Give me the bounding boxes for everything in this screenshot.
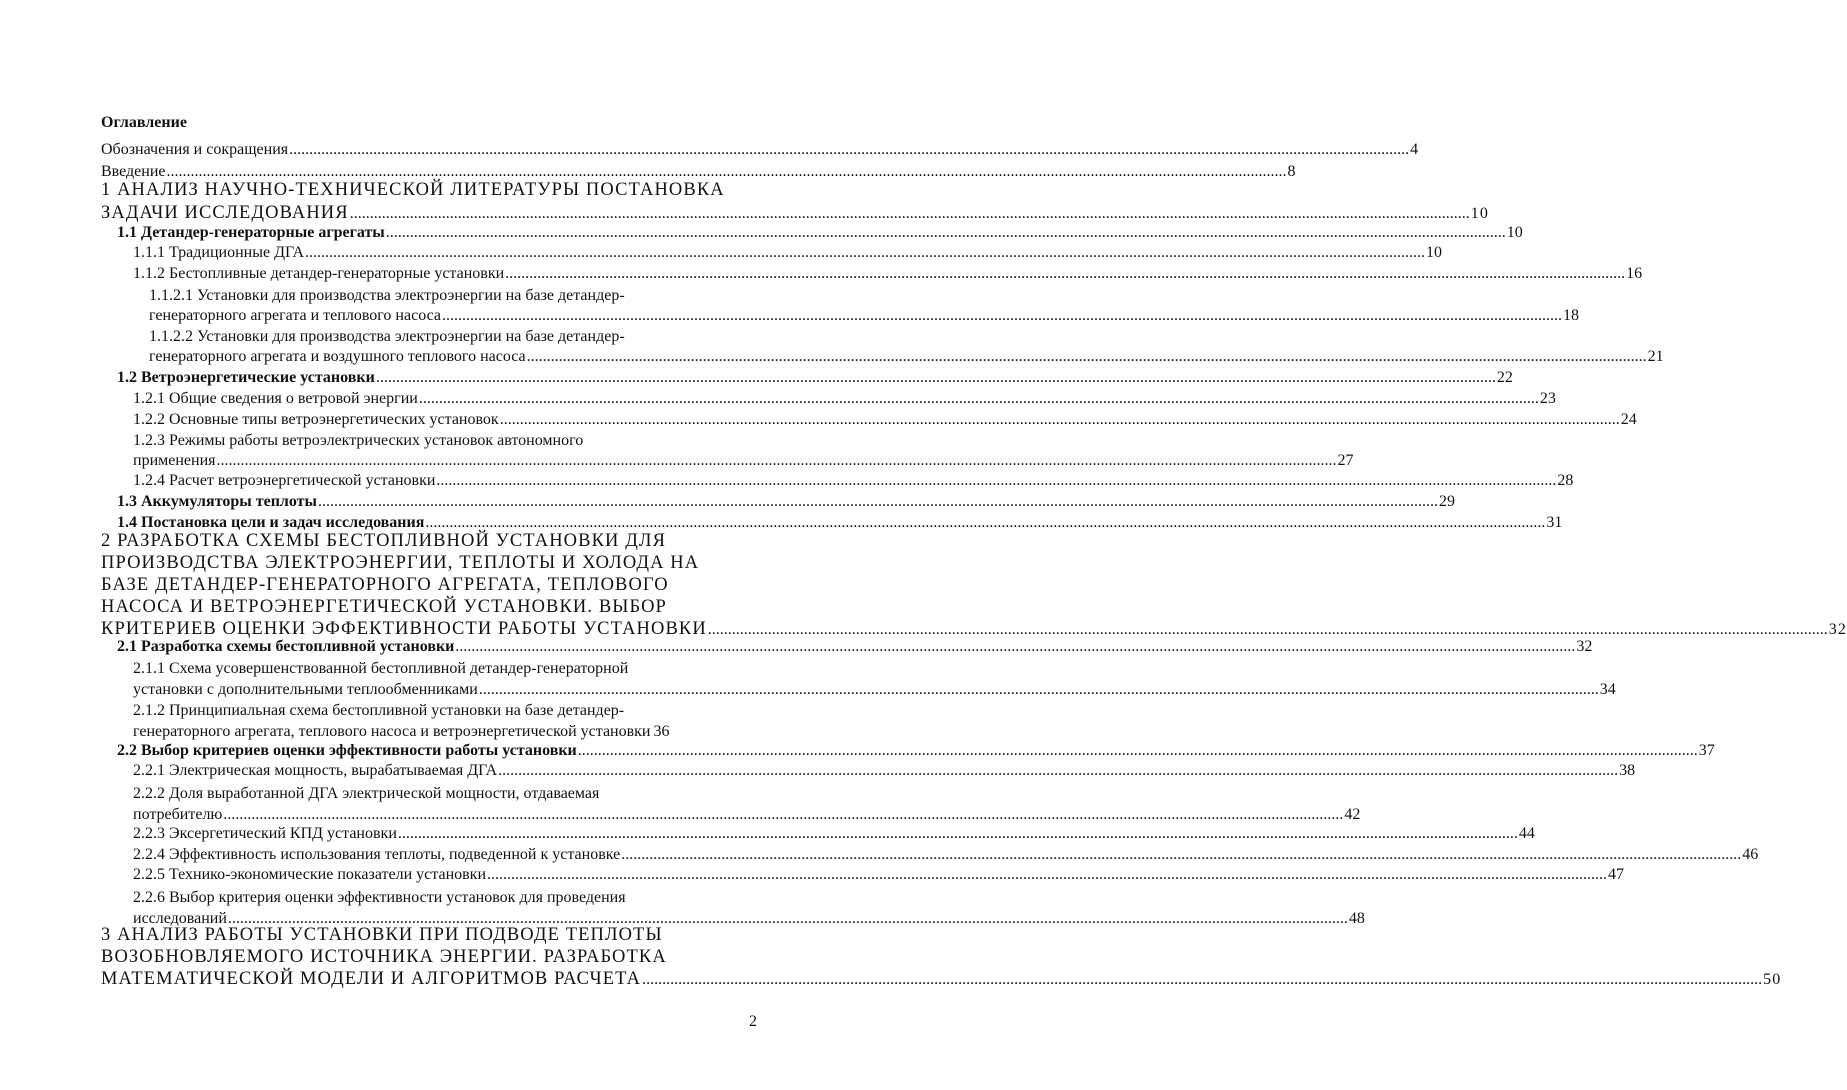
toc-chapter[interactable]: 3 АНАЛИЗ РАБОТЫ УСТАНОВКИ ПРИ ПОДВОДЕ ТЕПЛОТЫ ВОЗОБНОВЛЯЕМОГО ИСТОЧНИКА ЭНЕРГИИ. РАЗРАБОТКА МАТЕМАТИЧЕСКОЙ МОДЕЛИ И АЛГОРИТМОВ РАСЧЕТА ..... 50	[101, 924, 764, 991]
toc-subsection[interactable]: 2.2.5 Технико-экономические показатели установки ..... 47	[133, 866, 764, 884]
toc-subsection[interactable]: 1.2.4 Расчет ветроэнергетической установки ..... 28	[133, 472, 764, 490]
toc-subsubsection[interactable]: 1.1.2.1 Установки для производства электроэнергии на базе детандер- генераторного агрегата и теплового насоса ..... 18	[149, 286, 764, 326]
toc-entry[interactable]: Обозначения и сокращения ..... 4	[101, 141, 764, 159]
toc-chapter[interactable]: 2 РАЗРАБОТКА СХЕМЫ БЕСТОПЛИВНОЙ УСТАНОВКИ ДЛЯ ПРОИЗВОДСТВА ЭЛЕКТРОЭНЕРГИИ, ТЕПЛОТЫ И ХОЛОДА НА БАЗЕ ДЕТАНДЕР-ГЕНЕРАТОРНОГО АГРЕГАТА, ТЕПЛОВОГО НАСОСА И ВЕТРОЭНЕРГЕТИЧЕСКОЙ УСТАНОВКИ. ВЫБОР КРИТЕРИЕВ ОЦЕНКИ ЭФФЕКТИВНОСТИ РАБОТЫ УСТАНОВКИ ..... 32	[101, 530, 764, 641]
toc-subsection[interactable]: 2.2.3 Эксергетический КПД установки ..... 44	[133, 825, 764, 843]
toc-subsubsection[interactable]: 1.1.2.2 Установки для производства электроэнергии на базе детандер- генераторного агрегата и воздушного теплового насоса ..... 21	[149, 327, 764, 367]
toc-subsection[interactable]: 1.1.2 Бестопливные детандер-генераторные установки ..... 16	[133, 265, 764, 283]
toc-section[interactable]: 2.2 Выбор критериев оценки эффективности работы установки ..... 37	[117, 742, 764, 760]
toc-subsection[interactable]: 2.2.6 Выбор критерия оценки эффективности установок для проведения исследований ..... 48	[133, 887, 764, 929]
toc-subsection[interactable]: 2.2.4 Эффективность использования теплоты, подведенной к установке ..... 46	[133, 846, 764, 864]
toc-subsection[interactable]: 2.1.1 Схема усовершенствованной бестопливной детандер-генераторной установки с дополнительными теплообменниками ..... 34	[133, 658, 764, 700]
toc-subsection[interactable]: 1.2.2 Основные типы ветроэнергетических установок ..... 24	[133, 411, 764, 429]
toc-subsection[interactable]: 1.2.1 Общие сведения о ветровой энергии ..... 23	[133, 390, 764, 408]
toc-subsection[interactable]: 2.2.2 Доля выработанной ДГА электрической мощности, отдаваемая потребителю ..... 42	[133, 783, 764, 825]
toc-section[interactable]: 1.3 Аккумуляторы теплоты ..... 29	[117, 493, 764, 511]
toc-subsection[interactable]: 2.2.1 Электрическая мощность, вырабатываемая ДГА ..... 38	[133, 762, 764, 780]
toc-section[interactable]: 1.1 Детандер-генераторные агрегаты ..... 10	[117, 224, 764, 242]
toc-subsection[interactable]: 2.1.2 Принципиальная схема бестопливной установки на базе детандер- генераторного агрегата, теплового насоса и ветроэнергетической установки 36	[133, 702, 670, 740]
toc-chapter[interactable]: 1 АНАЛИЗ НАУЧНО-ТЕХНИЧЕСКОЙ ЛИТЕРАТУРЫ ПОСТАНОВКА ЗАДАЧИ ИССЛЕДОВАНИЯ ..... 10	[101, 179, 764, 225]
toc-entry[interactable]: Введение ..... 8	[101, 163, 764, 181]
page-number: 2	[749, 1013, 757, 1030]
toc-section[interactable]: 1.4 Постановка цели и задач исследования ..... 31	[117, 514, 764, 532]
toc-subsection[interactable]: 1.1.1 Традиционные ДГА ..... 10	[133, 244, 764, 262]
toc-title: Оглавление	[101, 114, 187, 131]
toc-subsection[interactable]: 1.2.3 Режимы работы ветроэлектрических установок автономного применения ..... 27	[133, 431, 764, 471]
toc-section[interactable]: 2.1 Разработка схемы бестопливной установки ..... 32	[117, 638, 764, 656]
toc-section[interactable]: 1.2 Ветроэнергетические установки ..... 22	[117, 369, 764, 387]
